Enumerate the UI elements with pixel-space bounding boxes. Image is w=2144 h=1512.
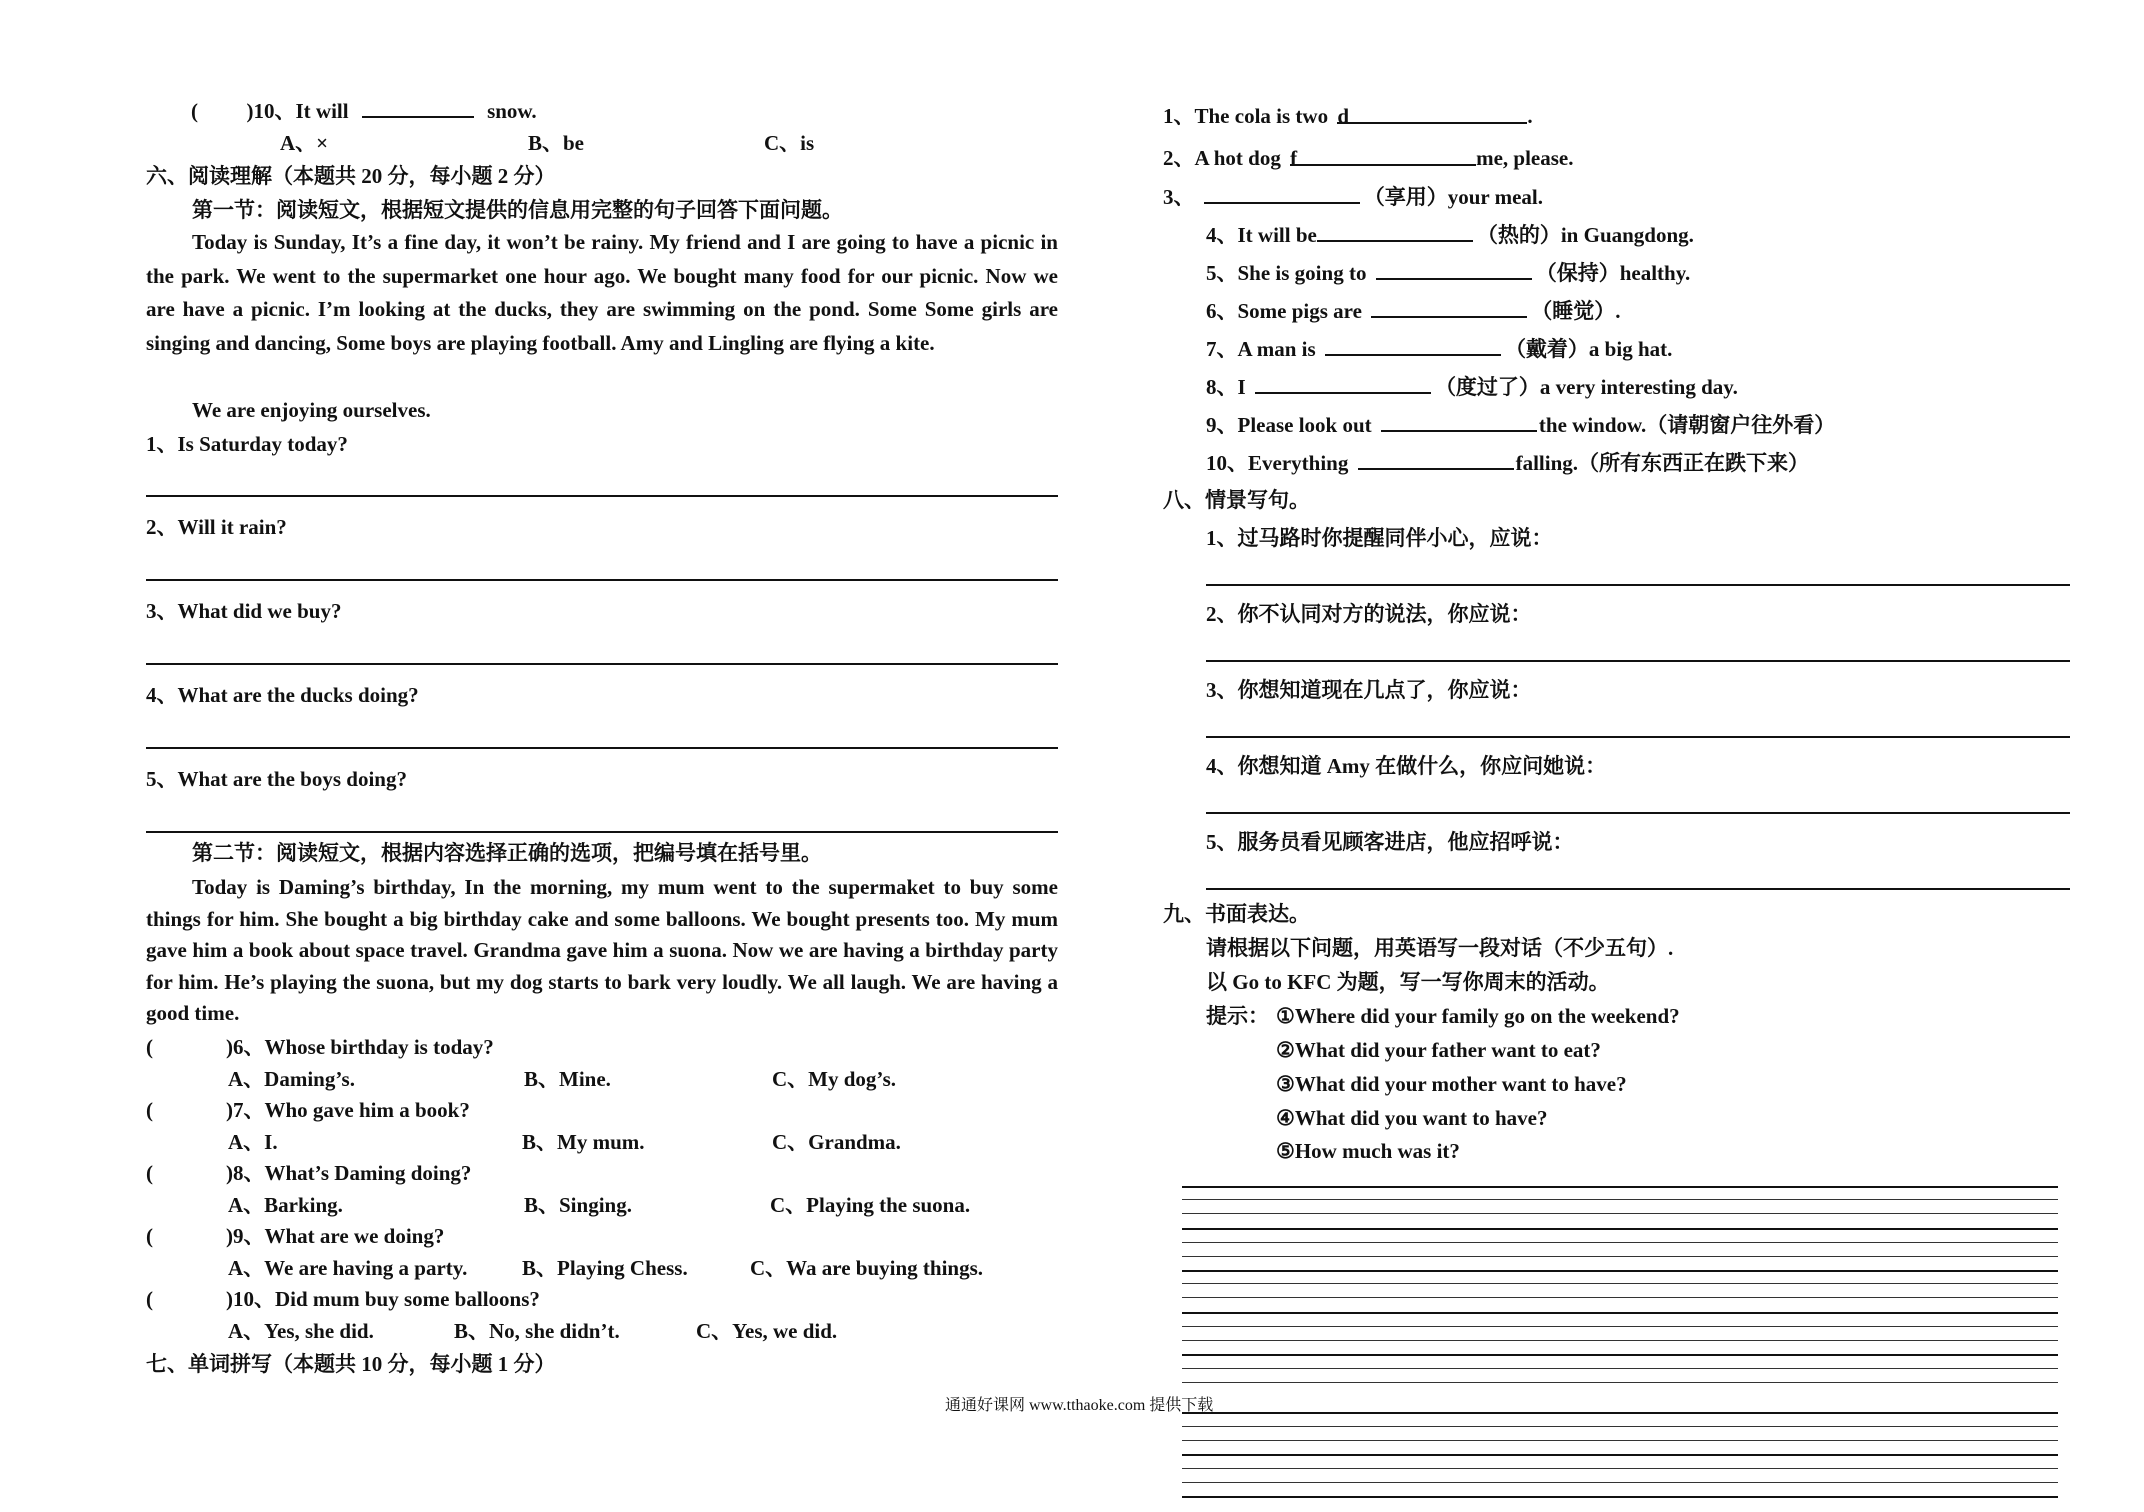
mc7-paren[interactable]: ( [146,1098,153,1122]
passage1-end: We are enjoying ourselves. [192,398,431,422]
section8-title: 八、情景写句。 [1163,488,1310,512]
q10-line [191,96,537,125]
section9-instruction-2: 以 Go to KFC 为题，写一写你周末的活动。 [1206,970,1610,994]
mc9-option-b: B、Playing Chess. [522,1256,688,1280]
writing-line[interactable] [1182,1213,2058,1214]
mc9-option-a: A、We are having a party. [228,1256,468,1280]
section9-title: 九、书面表达。 [1163,902,1310,926]
spell-2-end: me, please. [1476,146,1574,170]
spell-3-text: 3、 [1163,185,1195,209]
answer-line-5[interactable] [146,831,1058,833]
spell-3 [1163,182,1543,211]
spell-1-blank[interactable] [1337,102,1527,128]
writing-line[interactable] [1182,1326,2058,1327]
situation-line-3[interactable] [1206,736,2070,738]
writing-line[interactable] [1182,1482,2058,1483]
mc6-option-b: B、Mine. [524,1067,611,1091]
spell-4-blank[interactable] [1317,220,1473,242]
spell-7 [1206,334,1672,363]
spell-6-end: （睡觉）. [1531,299,1621,323]
spell-8-blank[interactable] [1255,372,1431,394]
spell-9 [1206,410,1835,439]
spell-10-end: falling.（所有东西正在跌下来） [1515,451,1810,475]
spell-9-text: 9、Please look out [1206,413,1372,437]
passage2: Today is Daming’s birthday, In the morning, my mum went to the supermaket to buy some things for him. She bought a big birthday cake and some balloons. We bought presents too. My mum gave him a book about space travel. Grandma gave him a suona. Now we are having a birthday party for him. He’s playing the suona, but my dog starts to bark very loudly. We all laugh. We are having a good time. [146,875,1058,1025]
question1-2: 2、Will it rain? [146,515,287,539]
mc7-option-a: A、I. [228,1130,278,1154]
mc8-question: )8、What’s Daming doing? [226,1161,472,1185]
spell-10-text: 10、Everything [1206,451,1349,475]
writing-line[interactable] [1182,1270,2058,1272]
situation-line-2[interactable] [1206,660,2070,662]
spell-5-text: 5、She is going to [1206,261,1367,285]
spell-5 [1206,258,1690,287]
mc6-question: )6、Whose birthday is today? [226,1035,494,1059]
question1-5: 5、What are the boys doing? [146,767,407,791]
mc7-question: )7、Who gave him a book? [226,1098,470,1122]
writing-line[interactable] [1182,1256,2058,1257]
mc8-option-b: B、Singing. [524,1193,632,1217]
part2-title: 第二节：阅读短文，根据内容选择正确的选项，把编号填在括号里。 [192,841,822,865]
spell-10-blank[interactable] [1358,448,1514,470]
spell-3-blank[interactable] [1204,182,1360,204]
writing-line[interactable] [1182,1496,2058,1498]
mc8-option-a: A、Barking. [228,1193,343,1217]
q10-option-c: C、is [764,131,815,155]
mc10-option-a: A、Yes, she did. [228,1319,374,1343]
situation-line-1[interactable] [1206,584,2070,586]
spell-2-letter: f [1290,146,1298,170]
situation-2: 2、你不认同对方的说法，你应说： [1206,602,1532,626]
q10-text-a: )10、It will [246,99,349,123]
part1-title: 第一节：阅读短文，根据短文提供的信息用完整的句子回答下面问题。 [192,198,843,222]
spell-7-text: 7、A man is [1206,337,1316,361]
mc6-option-a: A、Daming’s. [228,1067,355,1091]
answer-line-2[interactable] [146,579,1058,581]
section9-instruction-1: 请根据以下问题，用英语写一段对话（不少五句）. [1206,936,1674,960]
writing-line[interactable] [1182,1186,2058,1188]
question1-3: 3、What did we buy? [146,599,342,623]
spell-1 [1163,102,1533,130]
situation-4: 4、你想知道 Amy 在做什么，你应问她说： [1206,754,1607,778]
situation-1: 1、过马路时你提醒同伴小心，应说： [1206,526,1553,550]
situation-line-4[interactable] [1206,812,2070,814]
spell-6 [1206,296,1620,325]
mc9-option-c: C、Wa are buying things. [750,1256,983,1280]
spell-6-blank[interactable] [1371,296,1527,318]
writing-line[interactable] [1182,1412,2058,1414]
mc10-paren[interactable]: ( [146,1287,153,1311]
writing-line[interactable] [1182,1354,2058,1356]
spell-3-end: （享用）your meal. [1363,185,1544,209]
spell-4 [1206,220,1694,249]
writing-line[interactable] [1182,1297,2058,1298]
spell-1-text: 1、The cola is two [1163,104,1329,128]
situation-3: 3、你想知道现在几点了，你应说： [1206,678,1532,702]
spell-6-text: 6、Some pigs are [1206,299,1362,323]
spell-4-end: （热的）in Guangdong. [1476,223,1694,247]
hint-1: ①Where did your family go on the weekend? [1276,1004,1680,1028]
footer-watermark: 通通好课网 www.tthaoke.com 提供下载 [945,1397,1214,1414]
mc7-option-b: B、My mum. [522,1130,645,1154]
mc9-question: )9、What are we doing? [226,1224,445,1248]
spell-4-text: 4、It will be [1206,223,1317,247]
section6-title: 六、阅读理解（本题共 20 分，每小题 2 分） [146,164,556,188]
writing-line[interactable] [1182,1440,2058,1441]
mc10-option-b: B、No, she didn’t. [454,1319,620,1343]
question1-4: 4、What are the ducks doing? [146,683,419,707]
writing-line[interactable] [1182,1368,2058,1369]
writing-line[interactable] [1182,1340,2058,1341]
writing-line[interactable] [1182,1382,2058,1383]
spell-1-end: . [1527,104,1533,128]
spell-8-text: 8、I [1206,375,1246,399]
spell-2-text: 2、A hot dog [1163,146,1281,170]
section7-title: 七、单词拼写（本题共 10 分，每小题 1 分） [146,1352,556,1376]
writing-line[interactable] [1182,1228,2058,1230]
writing-line[interactable] [1182,1242,2058,1243]
writing-line[interactable] [1182,1199,2058,1200]
mc8-option-c: C、Playing the suona. [770,1193,971,1217]
passage1: Today is Sunday, It’s a fine day, it won’t be rainy. My friend and I are going to have a picnic in the park. We went to the supermarket one hour ago. We bought many food for our picnic. Now we are have a picnic. I’m looking at the ducks, they are swimming on the pond. Some Some girls are singing and dancing, Some boys are playing football. Amy and Lingling are flying a kite. [146,230,1058,355]
q10-paren: ( [191,99,198,123]
writing-line[interactable] [1182,1426,2058,1427]
spell-10 [1206,448,1809,477]
mc9-paren[interactable]: ( [146,1224,153,1248]
spell-9-blank[interactable] [1381,410,1537,432]
spell-2-blank[interactable] [1290,144,1476,170]
spell-8 [1206,372,1738,401]
hint-2: ②What did your father want to eat? [1276,1038,1601,1062]
hint-5: ⑤How much was it? [1276,1139,1460,1163]
q10-blank[interactable] [362,96,474,118]
mc10-question: )10、Did mum buy some balloons? [226,1287,540,1311]
answer-line-4[interactable] [146,747,1058,749]
spell-2 [1163,144,1574,172]
hint-4: ④What did you want to have? [1276,1106,1548,1130]
question1-1: 1、Is Saturday today? [146,432,348,456]
writing-line[interactable] [1182,1468,2058,1469]
writing-line[interactable] [1182,1454,2058,1456]
mc6-option-c: C、My dog’s. [772,1067,897,1091]
hint-label: 提示： [1206,1004,1269,1028]
answer-line-1[interactable] [146,495,1058,497]
mc6-paren[interactable]: ( [146,1035,153,1059]
situation-5: 5、服务员看见顾客进店，他应招呼说： [1206,830,1574,854]
spell-5-end: （保持）healthy. [1535,261,1691,285]
writing-line[interactable] [1182,1283,2058,1284]
spell-7-end: （戴着）a big hat. [1504,337,1673,361]
spell-5-blank[interactable] [1376,258,1532,280]
mc8-paren[interactable]: ( [146,1161,153,1185]
mc10-option-c: C、Yes, we did. [696,1319,838,1343]
spell-7-blank[interactable] [1325,334,1501,356]
q10-option-a: A、× [280,131,329,155]
spell-1-letter: d [1337,104,1350,128]
spell-8-end: （度过了）a very interesting day. [1434,375,1738,399]
answer-line-3[interactable] [146,663,1058,665]
mc7-option-c: C、Grandma. [772,1130,901,1154]
q10-option-b: B、be [528,131,585,155]
situation-line-5[interactable] [1206,888,2070,890]
spell-9-end: the window.（请朝窗户往外看） [1538,413,1836,437]
writing-line[interactable] [1182,1312,2058,1314]
hint-3: ③What did your mother want to have? [1276,1072,1627,1096]
q10-text-b: snow. [487,99,537,123]
